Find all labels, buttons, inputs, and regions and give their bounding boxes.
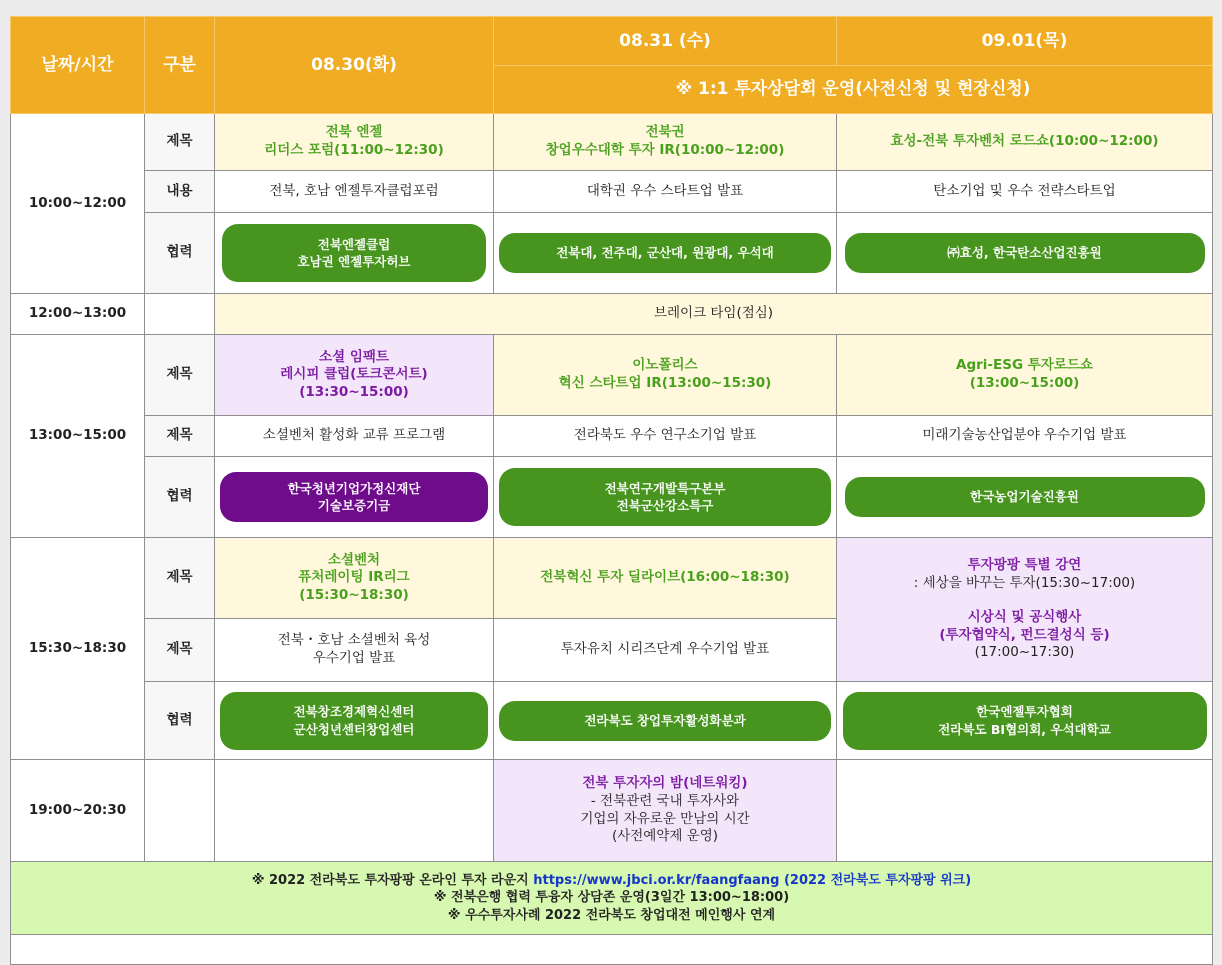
session-title [494, 335, 837, 416]
header-kind: 구분 [145, 17, 215, 114]
ceremony-title: 시상식 및 공식행사 [967, 609, 1082, 626]
content-line: 우수기업 발표 [312, 650, 396, 666]
kind-partner: 협력 [145, 457, 215, 538]
break-time: 브레이크 타임(점심) [215, 294, 1213, 335]
content-line: 전북・호남 소셜벤처 육성 [277, 632, 431, 649]
networking-desc: 기업의 자유로운 만남의 시간 [580, 810, 750, 827]
partner-cell [494, 682, 837, 760]
time-slot-1530: 15:30~18:30 [11, 538, 145, 760]
kind-content: 내용 [145, 171, 215, 213]
session-title [494, 114, 837, 171]
partner-cell [837, 213, 1213, 294]
kind-partner: 협력 [145, 682, 215, 760]
networking-title: 전북 투자자의 밤(네트워킹) [582, 775, 748, 792]
partner-line: 한국청년기업가정신재단 [287, 480, 421, 496]
title-line: 소셜 임팩트 [319, 348, 389, 365]
schedule-table-wrapper [10, 16, 1212, 953]
spacer [841, 592, 1208, 609]
partner-line: 전북엔젤클럽 [317, 236, 391, 252]
title-line: 퓨처레이팅 IR리그 [298, 569, 410, 586]
partner-line: 군산청년센터창업센터 [293, 721, 415, 737]
title-line: 창업우수대학 투자 IR(10:00~12:00) [545, 142, 785, 158]
partner-line: 기술보증기금 [317, 498, 391, 513]
title-line: 전북권 [645, 124, 685, 141]
title-line: (13:00~15:00) [969, 375, 1080, 391]
special-lecture-title: 투자팡팡 특별 강연 [967, 557, 1082, 574]
networking-cell [494, 760, 837, 862]
title-line: (13:30~15:00) [299, 383, 409, 400]
session-content: 대학권 우수 스타트업 발표 [494, 171, 837, 213]
title-line: 이노폴리스 [632, 357, 698, 374]
partner-cell [494, 213, 837, 294]
partner-cell [215, 682, 494, 760]
time-slot-1200: 12:00~13:00 [11, 294, 145, 335]
session-title: 효성-전북 투자벤처 로드쇼(10:00~12:00) [837, 114, 1213, 171]
kind-content: 제목 [145, 416, 215, 457]
title-line: Agri-ESG 투자로드쇼 [956, 357, 1093, 374]
partner-badge [843, 692, 1207, 750]
partner-line: 전북군산강소특구 [616, 498, 714, 513]
session-title [215, 335, 494, 416]
header-day-0901: 09.01(목) [837, 17, 1213, 66]
header-time: 날짜/시간 [11, 17, 145, 114]
partner-badge: 전북대, 전주대, 군산대, 원광대, 우석대 [499, 233, 831, 273]
footer-line-3: ※ 우수투자사례 2022 전라북도 창업대전 메인행사 연계 [447, 907, 776, 923]
header-day-0830: 08.30(화) [215, 17, 494, 114]
time-slot-1900: 19:00~20:30 [11, 760, 145, 862]
kind-title: 제목 [145, 335, 215, 416]
title-line: 리더스 포럼(11:00~12:30) [264, 142, 444, 158]
title-line: 레시피 클럽(토크콘서트) [280, 366, 428, 383]
session-content: 미래기술농산업분야 우수기업 발표 [837, 416, 1213, 457]
partner-cell [215, 213, 494, 294]
time-slot-1300: 13:00~15:00 [11, 335, 145, 538]
partner-line: 전북창조경제혁신센터 [293, 704, 415, 719]
title-line: 전북 엔젤 [325, 124, 383, 141]
networking-desc: - 전북관련 국내 투자사와 [590, 792, 740, 809]
partner-badge [220, 472, 488, 522]
online-lounge-link[interactable]: https://www.jbci.or.kr/faangfaang (2022 전라북도 투자팡팡 위크) [533, 872, 972, 888]
session-content: 투자유치 시리즈단계 우수기업 발표 [494, 619, 837, 682]
partner-cell [494, 457, 837, 538]
kind-title: 제목 [145, 114, 215, 171]
time-slot-1000: 10:00~12:00 [11, 114, 145, 294]
session-content: 소셜벤처 활성화 교류 프로그램 [215, 416, 494, 457]
kind-title: 제목 [145, 538, 215, 619]
kind-partner: 협력 [145, 213, 215, 294]
footer-notes [11, 862, 1213, 935]
title-line: 소셜벤처 [327, 551, 381, 568]
header-consult-note: ※ 1:1 투자상담회 운영(사전신청 및 현장신청) [494, 66, 1213, 114]
empty-cell [837, 760, 1213, 862]
partner-cell [215, 457, 494, 538]
special-lecture-desc: : 세상을 바꾸는 투자(15:30~17:00) [913, 574, 1136, 591]
kind-empty [145, 294, 215, 335]
schedule-table [10, 16, 1213, 965]
partner-badge: 한국농업기술진흥원 [845, 477, 1205, 517]
session-content: 탄소기업 및 우수 전략스타트업 [837, 171, 1213, 213]
table-tail [11, 935, 1213, 965]
partner-badge: 전라북도 창업투자활성화분과 [499, 701, 831, 741]
kind-content: 제목 [145, 619, 215, 682]
partner-badge [499, 468, 831, 526]
partner-line: 전북연구개발특구본부 [604, 480, 726, 496]
partner-badge: ㈜효성, 한국탄소산업진흥원 [845, 233, 1205, 273]
footer-line-1 [15, 872, 1208, 890]
session-content [215, 619, 494, 682]
partner-line: 한국엔젤투자협회 [976, 704, 1073, 719]
session-title [837, 335, 1213, 416]
partner-cell [837, 457, 1213, 538]
session-title [215, 538, 494, 619]
kind-empty [145, 760, 215, 862]
partner-line: 전라북도 BI협의회, 우석대학교 [938, 721, 1111, 737]
empty-cell [215, 760, 494, 862]
partner-cell [837, 682, 1213, 760]
header-day-0831: 08.31 (수) [494, 17, 837, 66]
partner-badge [220, 692, 488, 750]
networking-desc: (사전예약제 운영) [611, 828, 719, 845]
ceremony-time: (17:00~17:30) [974, 644, 1075, 661]
title-line: (15:30~18:30) [299, 586, 409, 603]
special-lecture-cell [837, 538, 1213, 682]
session-title [215, 114, 494, 171]
title-line: 혁신 스타트업 IR(13:00~15:30) [558, 375, 772, 391]
session-content: 전북, 호남 엔젤투자클럽포럼 [215, 171, 494, 213]
partner-badge [222, 224, 486, 282]
footer-line-1-text: ※ 2022 전라북도 투자팡팡 온라인 투자 라운지 [251, 872, 534, 888]
session-title: 전북혁신 투자 딜라이브(16:00~18:30) [494, 538, 837, 619]
footer-line-2: ※ 전북은행 협력 투융자 상담존 운영(3일간 13:00~18:00) [433, 890, 790, 906]
session-content: 전라북도 우수 연구소기업 발표 [494, 416, 837, 457]
ceremony-subtitle: (투자협약식, 펀드결성식 등) [939, 626, 1110, 643]
partner-line: 호남권 엔젤투자허브 [297, 254, 411, 269]
